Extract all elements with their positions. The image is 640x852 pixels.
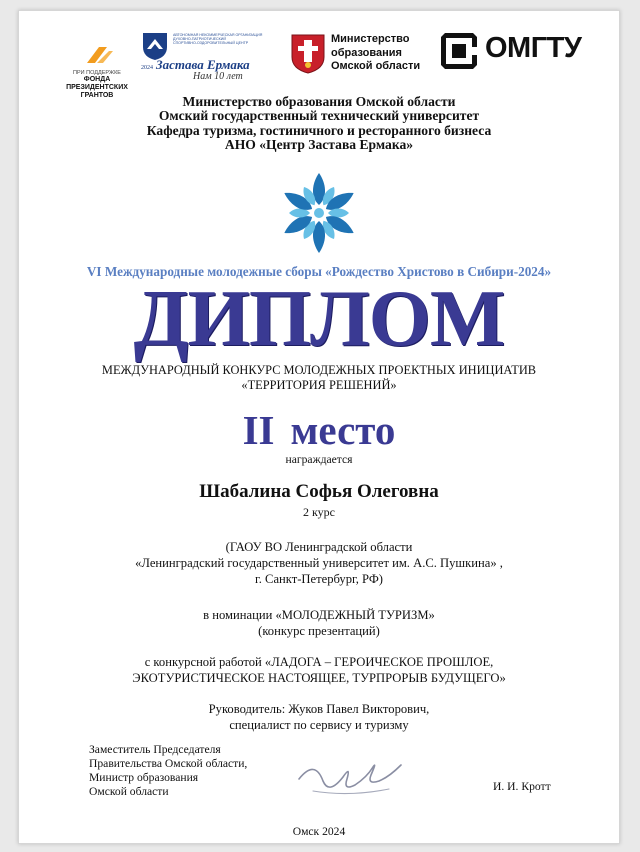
organizer-2: Омский государственный технический университет	[158, 108, 480, 124]
supervisor-line-1: Руководитель: Жуков Павел Викторович,	[208, 702, 430, 716]
snowflake-emblem-icon	[275, 169, 363, 257]
place-word: место	[290, 407, 396, 453]
city-year: Омск 2024	[292, 825, 346, 838]
supervisor-block	[19, 701, 619, 733]
handwritten-signature	[289, 745, 409, 805]
recipient-course: 2 курс	[303, 505, 335, 519]
ministry-line-2: образования	[331, 46, 402, 59]
diploma-page	[18, 10, 620, 844]
institution-line-3: г. Санкт-Петербург, РФ)	[255, 572, 383, 586]
ministry-omsk-logo	[287, 27, 437, 85]
omsk-coat-of-arms-icon	[289, 31, 327, 75]
place-award	[19, 407, 619, 453]
organizers-block	[19, 95, 619, 153]
work-title-block	[19, 654, 619, 686]
organizer-1: Министерство образования Омской области	[182, 94, 456, 109]
institution-line-1: (ГАОУ ВО Ленинградской области	[225, 540, 413, 554]
position-line-4: Омской области	[89, 785, 169, 798]
event-title: VI Международные молодежные сборы «Рождество Христово в Сибири-2024»	[86, 264, 552, 279]
recipient-name: Шабалина Софья Олеговна	[199, 481, 439, 502]
institution-line-2: «Ленинградский государственный университет им. А.С. Пушкина» ,	[135, 556, 503, 570]
omgtu-text: ОМГТУ	[485, 32, 582, 64]
signatory-position	[89, 743, 247, 799]
presidential-grants-fund-logo	[57, 45, 137, 100]
position-line-3: Министр образования	[89, 771, 199, 784]
work-line-2: ЭКОТУРИСТИЧЕСКОЕ НАСТОЯЩЕЕ, ТУРПРОРЫВ БУДУЩЕГО»	[132, 671, 506, 685]
fund-line-1: ПРИ ПОДДЕРЖКЕ	[73, 70, 121, 76]
contest-name	[19, 363, 619, 392]
zastava-anniversary: Нам 10 лет	[193, 71, 243, 82]
zastava-small-3: СПОРТИВНО-ОЗДОРОВИТЕЛЬНЫЙ ЦЕНТР	[173, 41, 249, 46]
work-line-1: с конкурсной работой «ЛАДОГА – ГЕРОИЧЕСКОЕ ПРОШЛОЕ,	[144, 655, 494, 669]
nomination-line-2: (конкурс презентаций)	[258, 624, 380, 638]
fund-line-4: ГРАНТОВ	[80, 92, 114, 99]
signatory-name: И. И. Кротт	[493, 780, 551, 793]
nomination-block	[19, 607, 619, 639]
zastava-name: Застава Ермака	[156, 57, 250, 72]
contest-line-2: «ТЕРРИТОРИЯ РЕШЕНИЙ»	[241, 377, 397, 392]
position-line-1: Заместитель Председателя	[89, 743, 221, 756]
fund-line-2: ФОНДА	[83, 76, 111, 83]
contest-line-1: МЕЖДУНАРОДНЫЙ КОНКУРС МОЛОДЕЖНЫХ ПРОЕКТНЫХ ИНИЦИАТИВ	[101, 363, 537, 377]
ministry-line-3: Омской области	[331, 60, 421, 72]
organizer-3: Кафедра туризма, гостиничного и ресторанного бизнеса	[146, 122, 492, 138]
omgtu-logo	[437, 29, 587, 73]
diploma-title: ДИПЛОМ	[133, 275, 505, 363]
omgtu-emblem-icon	[439, 31, 479, 71]
grants-fund-icon	[57, 45, 137, 65]
zastava-small-2: ДУХОВНО-ПАТРИОТИЧЕСКИЙ	[173, 37, 226, 42]
organizer-4: АНО «Центр Застава Ермака»	[224, 137, 414, 153]
position-line-2: Правительства Омской области,	[89, 757, 248, 770]
institution-block	[19, 539, 619, 587]
awarded-label: награждается	[285, 453, 353, 466]
zastava-small-1: АВТОНОМНАЯ НЕКОММЕРЧЕСКАЯ ОРГАНИЗАЦИЯ	[173, 33, 263, 37]
zastava-ermaka-logo	[141, 31, 267, 82]
place-number: II	[242, 407, 275, 453]
zastava-year: 2024	[141, 65, 153, 71]
ministry-line-1: Министерство	[331, 33, 410, 45]
supervisor-line-2: специалист по сервису и туризму	[229, 718, 409, 732]
fund-line-3: ПРЕЗИДЕНТСКИХ	[66, 84, 128, 91]
nomination-line-1: в номинации «МОЛОДЕЖНЫЙ ТУРИЗМ»	[203, 608, 435, 622]
